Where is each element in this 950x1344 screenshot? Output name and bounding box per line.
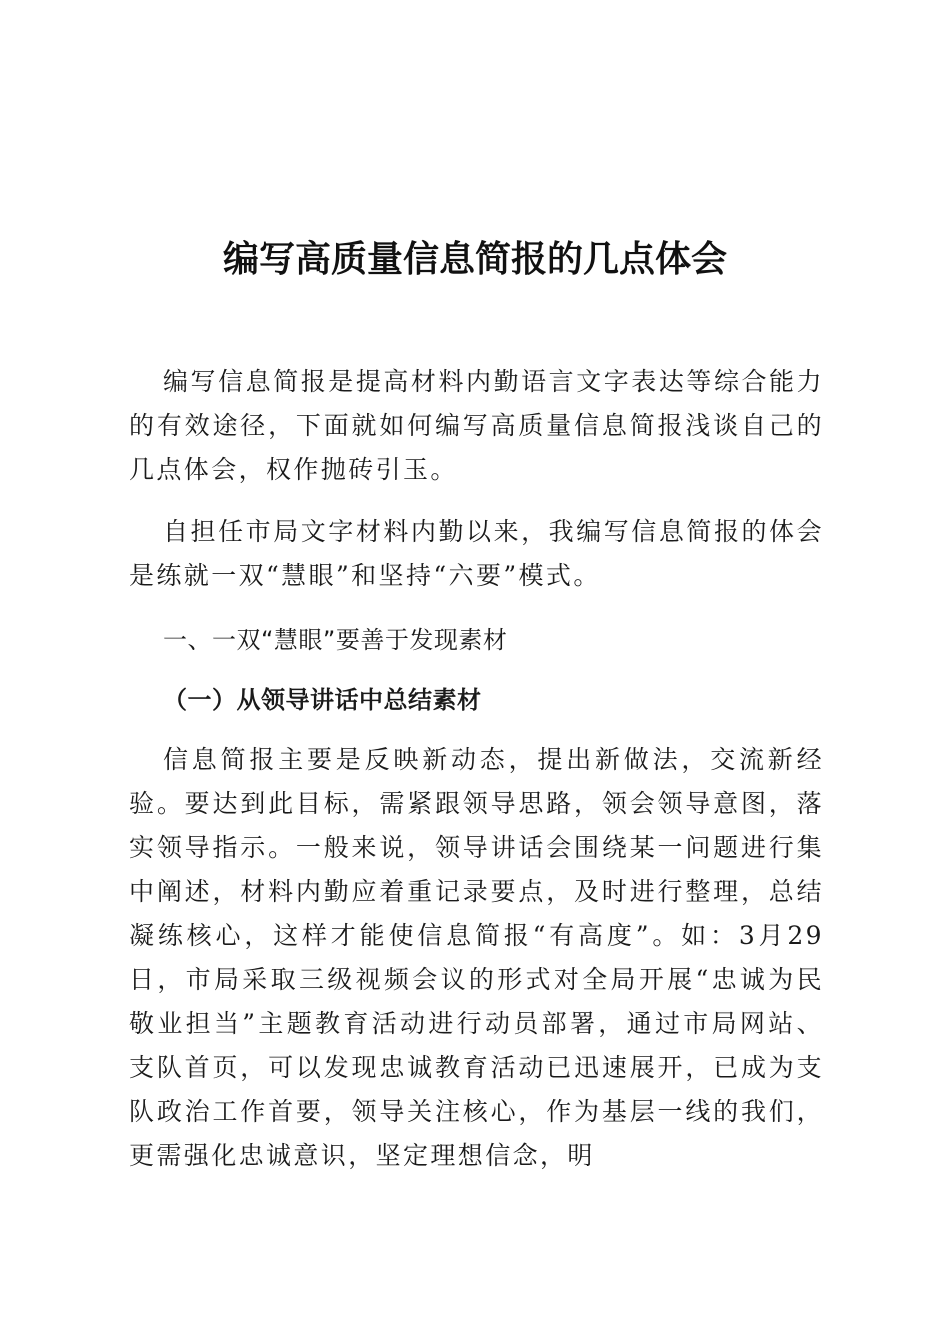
summary-paragraph: 自担任市局文字材料内勤以来，我编写信息简报的体会是练就一双“慧眼”和坚持“六要”模式。 xyxy=(129,517,824,590)
subsection-heading: （一）从领导讲话中总结素材 xyxy=(163,685,482,714)
section-heading: 一、一双“慧眼”要善于发现素材 xyxy=(163,626,508,654)
body-paragraph: 信息简报主要是反映新动态，提出新做法，交流新经验。要达到此目标，需紧跟领导思路，领会领导意图，落实领导指示。一般来说，领导讲话会围绕某一问题进行集中阐述，材料内勤应着重记录要点，及时进行整理，总结凝练核心，这样才能使信息简报“有高度”。如：3月29日，市局采取三级视频会议的形式对全局开展“忠诚为民 敬业担当”主题教育活动进行动员部署，通过市局网站、支队首页，可以发现忠诚教育活动已迅速展开，已成为支队政治工作首要，领导关注核心，作为基层一线的我们，更需强化忠诚意识，坚定理想信念，明 xyxy=(129,745,824,1170)
document-title: 编写高质量信息简报的几点体会 xyxy=(222,238,727,280)
intro-paragraph: 编写信息简报是提高材料内勤语言文字表达等综合能力的有效途径，下面就如何编写高质量信息简报浅谈自己的几点体会，权作抛砖引玉。 xyxy=(129,367,824,484)
